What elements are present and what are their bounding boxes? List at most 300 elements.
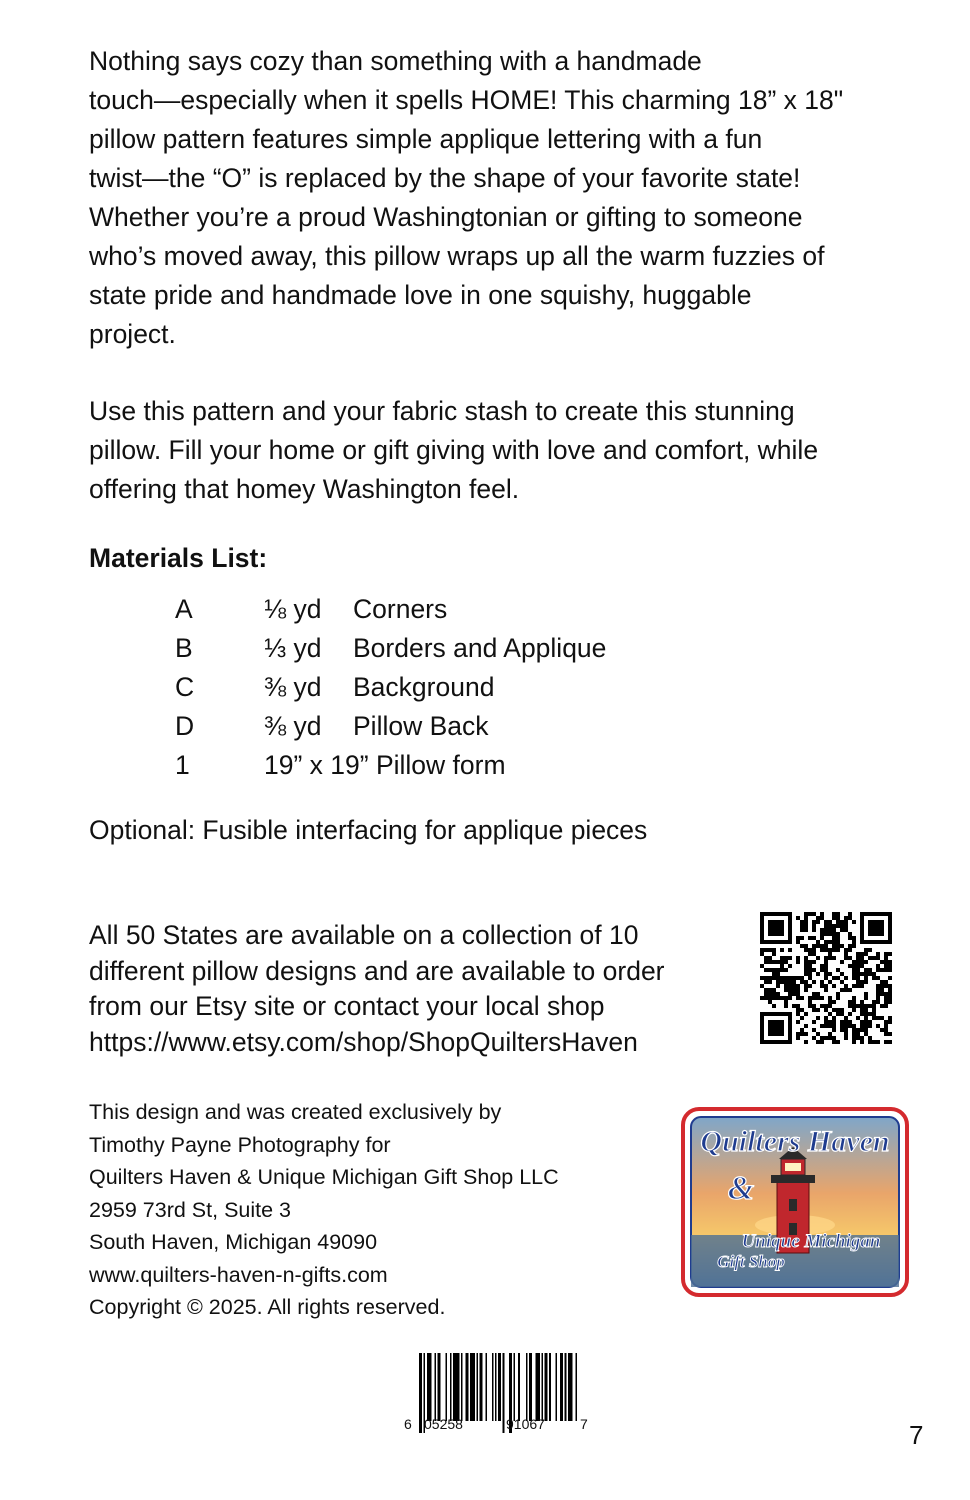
states-line: from our Etsy site or contact your local shop [89, 991, 605, 1021]
qr-module [852, 976, 856, 980]
qr-module [764, 968, 768, 972]
barcode-bar [492, 1353, 494, 1421]
qr-module [860, 1004, 864, 1008]
qr-code[interactable] [760, 912, 892, 1044]
qr-module [876, 996, 880, 1000]
quilters-haven-logo [681, 1107, 909, 1297]
qr-module [856, 980, 860, 984]
qr-module [864, 1012, 868, 1016]
intro-line: twist—the “O” is replaced by the shape of your favorite state! [89, 163, 801, 193]
qr-module [864, 992, 868, 996]
qr-module [888, 964, 892, 968]
qr-module [852, 1000, 856, 1004]
qr-module [852, 1028, 856, 1032]
qr-module [812, 996, 816, 1000]
qr-module [836, 976, 840, 980]
qr-module [860, 964, 864, 968]
qr-module [872, 972, 876, 976]
qr-module [808, 976, 812, 980]
qr-module [768, 992, 772, 996]
barcode-bar [445, 1353, 447, 1421]
qr-module [812, 948, 816, 952]
qr-module [840, 980, 844, 984]
barcode-bar [576, 1353, 578, 1421]
barcode-bar [466, 1353, 469, 1421]
qr-module [852, 920, 856, 924]
qr-module [780, 976, 784, 980]
qr-module [816, 916, 820, 920]
qr-module [880, 1028, 884, 1032]
qr-module [788, 956, 792, 960]
qr-module [828, 1020, 832, 1024]
barcode-bar [541, 1353, 543, 1421]
qr-module [848, 1004, 852, 1008]
qr-module [876, 968, 880, 972]
barcode-bar [545, 1353, 548, 1421]
qr-module [812, 952, 816, 956]
qr-module [888, 960, 892, 964]
etsy-link[interactable]: https://www.etsy.com/shop/ShopQuiltersHaven [89, 1026, 638, 1057]
qr-module [800, 976, 804, 980]
qr-module [884, 968, 888, 972]
qr-module [860, 980, 864, 984]
qr-module [796, 988, 800, 992]
barcode-bar [435, 1353, 437, 1421]
qr-module [848, 944, 852, 948]
material-description: Pillow Back [353, 711, 489, 741]
qr-module [772, 968, 776, 972]
qr-module [852, 996, 856, 1000]
qr-module [820, 984, 824, 988]
qr-module [812, 1036, 816, 1040]
qr-module [840, 1012, 844, 1016]
qr-module [844, 928, 848, 932]
qr-module [860, 960, 864, 964]
qr-module [760, 964, 764, 968]
qr-module [820, 928, 824, 932]
qr-module [868, 972, 872, 976]
qr-module [820, 948, 824, 952]
qr-module [800, 924, 804, 928]
qr-module [800, 996, 804, 1000]
qr-module [888, 1020, 892, 1024]
qr-module [824, 984, 828, 988]
intro-line: Whether you’re a proud Washingtonian or gifting to someone [89, 202, 803, 232]
qr-module [776, 980, 780, 984]
material-quantity: ⅜ yd [264, 672, 322, 702]
qr-module [844, 920, 848, 924]
qr-module [828, 948, 832, 952]
qr-module [796, 996, 800, 1000]
qr-module [808, 936, 812, 940]
logo-ampersand: & [727, 1170, 755, 1207]
qr-module [852, 936, 856, 940]
qr-module [888, 984, 892, 988]
qr-module [828, 980, 832, 984]
qr-module [812, 936, 816, 940]
qr-module [804, 956, 808, 960]
qr-module [832, 984, 836, 988]
qr-module [772, 988, 776, 992]
qr-module [852, 1004, 856, 1008]
qr-module [832, 912, 836, 916]
qr-module [872, 1040, 876, 1044]
qr-module [852, 1036, 856, 1040]
qr-module [820, 936, 824, 940]
qr-module [784, 984, 788, 988]
qr-module [800, 928, 804, 932]
qr-module [844, 984, 848, 988]
qr-module [820, 1004, 824, 1008]
qr-module [832, 944, 836, 948]
qr-module [784, 996, 788, 1000]
qr-module [760, 976, 764, 980]
qr-module [832, 1040, 836, 1044]
qr-module [768, 976, 772, 980]
qr-module [868, 1024, 872, 1028]
qr-module [860, 1028, 864, 1032]
qr-module [856, 952, 860, 956]
credits-line: South Haven, Michigan 49090 [89, 1230, 378, 1255]
qr-module [800, 980, 804, 984]
copyright-notice: Copyright © 2025. All rights reserved. [89, 1295, 446, 1319]
qr-module [824, 1024, 828, 1028]
qr-module [820, 912, 824, 916]
qr-module [876, 1000, 880, 1004]
qr-module [832, 924, 836, 928]
barcode-digits-left: 05258 [424, 1416, 463, 1432]
qr-module [840, 960, 844, 964]
qr-module [780, 956, 784, 960]
qr-module [796, 936, 800, 940]
qr-module [828, 928, 832, 932]
qr-module [836, 992, 840, 996]
barcode-bar [461, 1353, 463, 1421]
intro-paragraph [89, 42, 929, 354]
qr-module [888, 952, 892, 956]
qr-module [824, 968, 828, 972]
qr-module [864, 1020, 868, 1024]
material-quantity: ⅛ yd [264, 594, 322, 624]
qr-module [812, 968, 816, 972]
qr-module [880, 984, 884, 988]
credits-line: Timothy Payne Photography for [89, 1132, 391, 1157]
qr-module [884, 952, 888, 956]
qr-module [844, 1036, 848, 1040]
qr-module [856, 1032, 860, 1036]
qr-module [840, 988, 844, 992]
qr-module [788, 996, 792, 1000]
qr-module [828, 1012, 832, 1016]
qr-module [808, 968, 812, 972]
material-code: B [175, 633, 193, 663]
qr-module [824, 976, 828, 980]
qr-module [832, 916, 836, 920]
qr-module [808, 1004, 812, 1008]
qr-module [788, 976, 792, 980]
qr-module [888, 996, 892, 1000]
qr-module [812, 960, 816, 964]
qr-module [764, 976, 768, 980]
states-line: different pillow designs and are available to order [89, 955, 665, 986]
qr-module [880, 992, 884, 996]
qr-module [772, 1004, 776, 1008]
qr-module [856, 972, 860, 976]
material-code: 1 [175, 750, 190, 780]
qr-module [828, 924, 832, 928]
qr-module [768, 968, 772, 972]
qr-module [784, 968, 788, 972]
qr-module [768, 988, 772, 992]
barcode-bar [479, 1353, 482, 1421]
qr-module [812, 924, 816, 928]
qr-module [844, 1020, 848, 1024]
qr-module [876, 1024, 880, 1028]
usage-line: pillow. Fill your home or gift giving with love and comfort, while [89, 435, 819, 465]
qr-module [804, 984, 808, 988]
qr-module [792, 980, 796, 984]
qr-module [832, 956, 836, 960]
qr-module [804, 1040, 808, 1044]
qr-module [824, 972, 828, 976]
qr-module [816, 956, 820, 960]
qr-module [876, 1040, 880, 1044]
barcode-bar [526, 1353, 528, 1421]
qr-module [852, 944, 856, 948]
qr-module [868, 1040, 872, 1044]
qr-module [844, 1024, 848, 1028]
logo-subtitle-2: Gift Shop [717, 1252, 785, 1271]
barcode-bar [514, 1353, 516, 1421]
barcode-bar [486, 1353, 488, 1421]
qr-module [820, 968, 824, 972]
qr-module [844, 948, 848, 952]
qr-module [812, 1008, 816, 1012]
qr-module [788, 980, 792, 984]
qr-module [796, 960, 800, 964]
qr-module [832, 1000, 836, 1004]
intro-line: state pride and handmade love in one squishy, huggable [89, 280, 752, 310]
qr-module [860, 984, 864, 988]
qr-module [876, 964, 880, 968]
qr-module [776, 992, 780, 996]
qr-module [764, 980, 768, 984]
qr-module [836, 920, 840, 924]
usage-line: Use this pattern and your fabric stash to create this stunning [89, 396, 795, 426]
qr-module [832, 948, 836, 952]
qr-module [824, 1020, 828, 1024]
qr-module [804, 960, 808, 964]
qr-module [796, 940, 800, 944]
qr-module [788, 964, 792, 968]
qr-module [860, 1020, 864, 1024]
qr-module [860, 1036, 864, 1040]
qr-module [864, 1016, 868, 1020]
qr-module [804, 1024, 808, 1028]
qr-module [788, 984, 792, 988]
barcode-bar [438, 1353, 441, 1421]
qr-module [764, 992, 768, 996]
qr-module [884, 1024, 888, 1028]
qr-module [828, 1036, 832, 1040]
qr-module [864, 980, 868, 984]
qr-module [876, 992, 880, 996]
qr-module [844, 916, 848, 920]
qr-module [856, 964, 860, 968]
qr-module [836, 944, 840, 948]
barcode-bar [419, 1353, 422, 1433]
qr-module [824, 964, 828, 968]
material-description: Background [353, 672, 495, 702]
qr-module [804, 988, 808, 992]
qr-module [780, 948, 784, 952]
material-quantity: ⅜ yd [264, 711, 322, 741]
qr-module [804, 948, 808, 952]
qr-module [780, 996, 784, 1000]
qr-module [884, 1040, 888, 1044]
intro-line: pillow pattern features simple applique lettering with a fun [89, 124, 763, 154]
qr-module [800, 936, 804, 940]
qr-module [844, 1032, 848, 1036]
qr-module [820, 932, 824, 936]
qr-module [812, 1004, 816, 1008]
material-description: 19” x 19” Pillow form [264, 750, 506, 780]
qr-module [828, 952, 832, 956]
qr-module [804, 928, 808, 932]
qr-module [772, 976, 776, 980]
qr-module [848, 948, 852, 952]
qr-module [864, 1028, 868, 1032]
qr-module [848, 1012, 852, 1016]
qr-module [812, 980, 816, 984]
intro-line: touch—especially when it spells HOME! This charming 18” x 18" [89, 85, 844, 115]
usage-paragraph [89, 392, 929, 509]
qr-module [820, 964, 824, 968]
logo-subtitle: Unique Michigan [741, 1231, 881, 1252]
qr-module [800, 920, 804, 924]
qr-module [888, 1032, 892, 1036]
qr-module [812, 992, 816, 996]
barcode-bar [565, 1353, 567, 1421]
credits-block [89, 1096, 559, 1292]
qr-module [760, 948, 764, 952]
qr-module [808, 996, 812, 1000]
qr-module [856, 1016, 860, 1020]
qr-module [856, 976, 860, 980]
qr-module [864, 952, 868, 956]
qr-module [844, 1028, 848, 1032]
qr-module [848, 1020, 852, 1024]
qr-module [848, 912, 852, 916]
qr-module [824, 932, 828, 936]
qr-module [796, 992, 800, 996]
qr-module [848, 1024, 852, 1028]
qr-module [816, 1016, 820, 1020]
qr-module [888, 976, 892, 980]
qr-module [768, 960, 772, 964]
qr-module [880, 1016, 884, 1020]
qr-module [856, 1004, 860, 1008]
qr-module [828, 972, 832, 976]
qr-module [796, 1008, 800, 1012]
qr-module [864, 996, 868, 1000]
qr-module [856, 968, 860, 972]
barcode-bar [549, 1353, 551, 1421]
qr-module [852, 984, 856, 988]
qr-module [828, 940, 832, 944]
qr-module [828, 996, 832, 1000]
website-link[interactable]: www.quilters-haven-n-gifts.com [89, 1262, 388, 1287]
qr-module [764, 960, 768, 964]
qr-module [764, 988, 768, 992]
qr-module [820, 944, 824, 948]
qr-module [760, 996, 764, 1000]
qr-module [772, 996, 776, 1000]
qr-module [828, 1004, 832, 1008]
qr-module [840, 1024, 844, 1028]
qr-module [820, 1040, 824, 1044]
qr-module [812, 912, 816, 916]
qr-module [824, 960, 828, 964]
qr-module [808, 912, 812, 916]
barcode-bar [450, 1353, 452, 1421]
qr-module [840, 928, 844, 932]
qr-module [768, 956, 772, 960]
qr-module [824, 928, 828, 932]
qr-module [828, 956, 832, 960]
qr-module [860, 1024, 864, 1028]
credits-line: Quilters Haven & Unique Michigan Gift Shop LLC [89, 1165, 559, 1190]
qr-module [764, 996, 768, 1000]
material-description: Corners [353, 594, 448, 624]
qr-module [884, 984, 888, 988]
material-code: D [175, 711, 195, 741]
qr-module [840, 944, 844, 948]
credits-line: This design and was created exclusively by [89, 1100, 502, 1124]
qr-module [812, 944, 816, 948]
qr-module [860, 972, 864, 976]
qr-module [820, 1036, 824, 1040]
qr-module [832, 932, 836, 936]
qr-module [796, 916, 800, 920]
qr-module [832, 928, 836, 932]
qr-module [816, 992, 820, 996]
qr-module [868, 956, 872, 960]
qr-module [824, 1008, 828, 1012]
qr-module [812, 1028, 816, 1032]
optional-note: Optional: Fusible interfacing for applique pieces [89, 815, 648, 845]
qr-module [844, 952, 848, 956]
qr-module [844, 988, 848, 992]
qr-module [864, 976, 868, 980]
barcode-bar [560, 1353, 563, 1421]
qr-module [824, 920, 828, 924]
page-number: 7 [909, 1420, 924, 1450]
qr-module [868, 1020, 872, 1024]
qr-module [816, 944, 820, 948]
barcode-bar [555, 1353, 557, 1421]
qr-module [836, 912, 840, 916]
qr-module [820, 1024, 824, 1028]
qr-module [812, 928, 816, 932]
qr-module [836, 948, 840, 952]
qr-module [804, 944, 808, 948]
qr-module [832, 940, 836, 944]
qr-module [772, 948, 776, 952]
qr-module [816, 972, 820, 976]
qr-module [800, 944, 804, 948]
qr-module [816, 1032, 820, 1036]
